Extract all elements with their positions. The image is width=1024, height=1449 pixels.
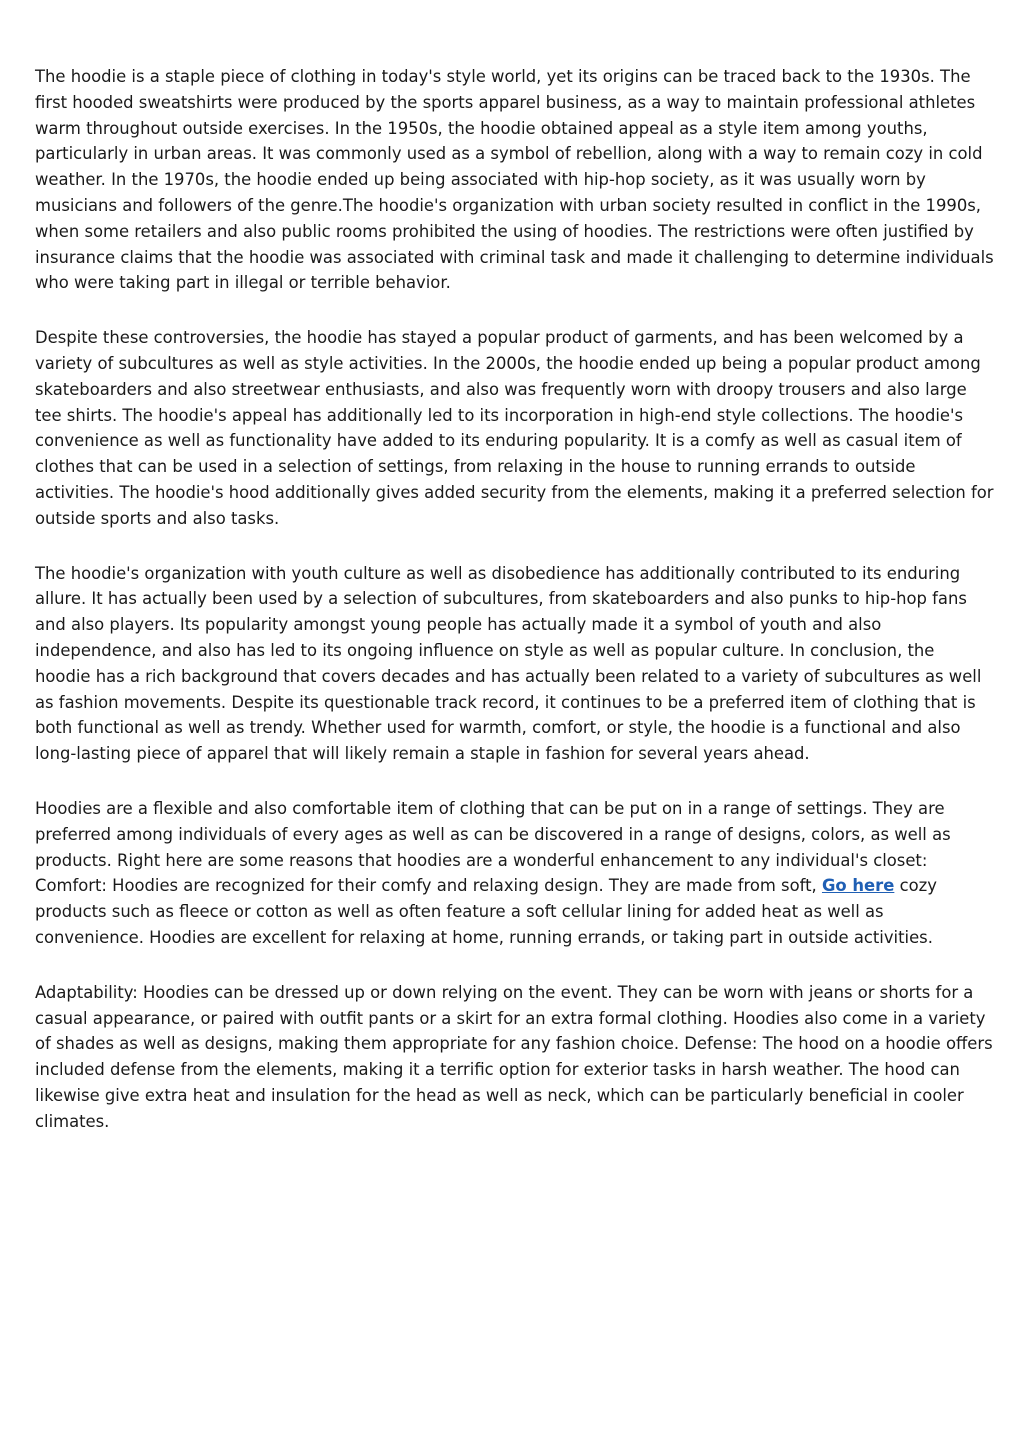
paragraph-4 xyxy=(35,796,995,951)
paragraph-4-text-after: cozy products such as fleece or cotton as well as often feature a soft cellular lining for added heat as well as convenience. Hoodies are excellent for relaxing at home, running errands, or taking part in outside activities. xyxy=(35,876,937,947)
paragraph-5: Adaptability: Hoodies can be dressed up or down relying on the event. They can be worn with jeans or shorts for a casual appearance, or paired with outfit pants or a skirt for an extra formal clothing. Hoodies also come in a variety of shades as well as designs, making them appropriate for any fashion choice. Defense: The hood on a hoodie offers included defense from the elements, making it a terrific option for exterior tasks in harsh weather. The hood can likewise give extra heat and insulation for the head as well as neck, which can be particularly beneficial in cooler climates. xyxy=(35,982,993,1131)
paragraph-1: The hoodie is a staple piece of clothing in today's style world, yet its origins can be traced back to the 1930s. The first hooded sweatshirts were produced by the sports apparel business, as a way to maintain professional athletes warm throughout outside exercises. In the 1950s, the hoodie obtained appeal as a style item among youths, particularly in urban areas. It was commonly used as a symbol of rebellion, along with a way to remain cozy in cold weather. In the 1970s, the hoodie ended up being associated with hip-hop society, as it was usually worn by musicians and followers of the genre.The hoodie's organization with urban society resulted in conflict in the 1990s, when some retailers and also public rooms prohibited the using of hoodies. The restrictions were often justified by insurance claims that the hoodie was associated with criminal task and made it challenging to determine individuals who were taking part in illegal or terrible behavior. xyxy=(35,67,994,293)
document-page xyxy=(35,64,995,1163)
paragraph-2: Despite these controversies, the hoodie has stayed a popular product of garments, and has been welcomed by a variety of subcultures as well as style activities. In the 2000s, the hoodie ended up being a popular product among skateboarders and also streetwear enthusiasts, and also was frequently worn with droopy trousers and also large tee shirts. The hoodie's appeal has additionally led to its incorporation in high-end style collections. The hoodie's convenience as well as functionality have added to its enduring popularity. It is a comfy as well as casual item of clothes that can be used in a selection of settings, from relaxing in the house to running errands to outside activities. The hoodie's hood additionally gives added security from the elements, making it a preferred selection for outside sports and also tasks. xyxy=(35,328,994,528)
go-here-link[interactable]: Go here xyxy=(821,876,895,896)
paragraph-3: The hoodie's organization with youth culture as well as disobedience has additionally contributed to its enduring allure. It has actually been used by a selection of subcultures, from skateboarders and also punks to hip-hop fans and also players. Its popularity amongst young people has actually made it a symbol of youth and also independence, and also has led to its ongoing influence on style as well as popular culture. In conclusion, the hoodie has a rich background that covers decades and has actually been related to a variety of subcultures as well as fashion movements. Despite its questionable track record, it continues to be a preferred item of clothing that is both functional as well as trendy. Whether used for warmth, comfort, or style, the hoodie is a functional and also long-lasting piece of apparel that will likely remain a staple in fashion for several years ahead. xyxy=(35,563,982,764)
paragraph-4-text-before: Hoodies are a flexible and also comfortable item of clothing that can be put on in a range of settings. They are preferred among individuals of every ages as well as can be discovered in a range of designs, colors, as well as products. Right here are some reasons that hoodies are a wonderful enhancement to any individual's closet: Comfort: Hoodies are recognized for their comfy and relaxing design. They are made from soft, xyxy=(35,798,951,896)
